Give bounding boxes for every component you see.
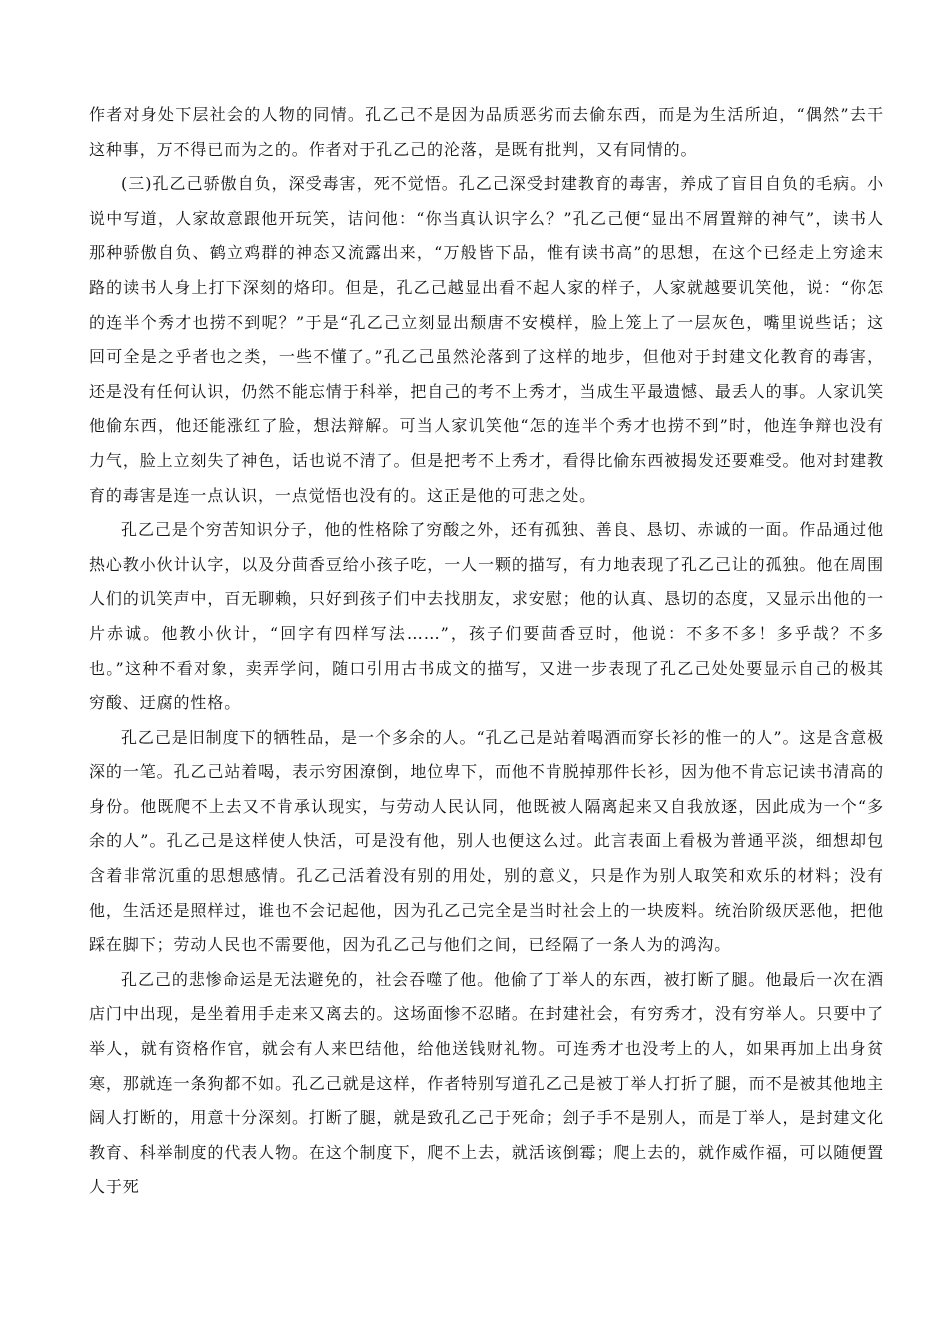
- document-body: [89, 98, 884, 1205]
- paragraph-1: 作者对身处下层社会的人物的同情。孔乙己不是因为品质恶劣而去偷东西，而是为生活所迫，“偶然”去干这种事，万不得已而为之的。作者对于孔乙己的沦落，是既有批判，又有同情的。: [89, 105, 884, 159]
- paragraph-2: (三)孔乙己骄傲自负，深受毒害，死不觉悟。孔乙己深受封建教育的毒害，养成了盲目自负的毛病。小说中写道，人家故意跟他开玩笑，诘问他：“你当真认识字么？”孔乙己便“显出不屑置辩的神气”，读书人那种骄傲自负、鹤立鸡群的神态又流露出来，“万般皆下品，惟有读书高”的思想，在这个已经走上穷途末路的读书人身上打下深刻的烙印。但是，孔乙己越显出看不起人家的样子，人家就越要讥笑他，说：“你怎的连半个秀才也捞不到呢？”于是“孔乙己立刻显出颓唐不安模样，脸上笼上了一层灰色，嘴里说些话；这回可全是之乎者也之类，一些不懂了。”孔乙己虽然沦落到了这样的地步，但他对于封建文化教育的毒害，还是没有任何认识，仍然不能忘情于科举，把自己的考不上秀才，当成生平最遗憾、最丢人的事。人家讥笑他偷东西，他还能涨红了脸，想法辩解。可当人家讥笑他“怎的连半个秀才也捞不到”时，他连争辩也没有力气，脸上立刻失了神色，话也说不清了。但是把考不上秀才，看得比偷东西被揭发还要难受。他对封建教育的毒害是连一点认识，一点觉悟也没有的。这正是他的可悲之处。: [89, 174, 884, 505]
- paragraph-4: 孔乙己是旧制度下的牺牲品，是一个多余的人。“孔乙己是站着喝酒而穿长衫的惟一的人”。这是含意极深的一笔。孔乙己站着喝，表示穷困潦倒，地位卑下，而他不肯脱掉那件长衫，因为他不肯忘记读书清高的身份。他既爬不上去又不肯承认现实，与劳动人民认同，他既被人隔离起来又自我放逐，因此成为一个“多余的人”。孔乙己是这样使人快活，可是没有他，别人也便这么过。此言表面上看极为普通平淡，细想却包含着非常沉重的思想感情。孔乙己活着没有别的用处，别的意义，只是作为别人取笑和欢乐的材料；没有他，生活还是照样过，谁也不会记起他，因为孔乙己完全是当时社会上的一块废料。统治阶级厌恶他，把他踩在脚下；劳动人民也不需要他，因为孔乙己与他们之间，已经隔了一条人为的鸿沟。: [89, 727, 884, 955]
- paragraph-5: 孔乙己的悲惨命运是无法避免的，社会吞噬了他。他偷了丁举人的东西，被打断了腿。他最后一次在酒店门中出现，是坐着用手走来又离去的。这场面惨不忍睹。在封建社会，有穷秀才，没有穷举人。只要中了举人，就有资格作官，就会有人来巴结他，给他送钱财礼物。可连秀才也没考上的人，如果再加上出身贫寒，那就连一条狗都不如。孔乙己就是这样，作者特别写道孔乙己是被丁举人打折了腿，而不是被其他地主阔人打断的，用意十分深刻。打断了腿，就是致孔乙己于死命；刽子手不是别人，而是丁举人，是封建文化教育、科举制度的代表人物。在这个制度下，爬不上去，就活该倒霉；爬上去的，就作威作福，可以随便置人于死: [89, 969, 884, 1197]
- paragraph-3: 孔乙己是个穷苦知识分子，他的性格除了穷酸之外，还有孤独、善良、恳切、赤诚的一面。作品通过他热心教小伙计认字，以及分茴香豆给小孩子吃，一人一颗的描写，有力地表现了孔乙己让的孤独。他在周围人们的讥笑声中，百无聊赖，只好到孩子们中去找朋友，求安慰；他的认真、恳切的态度，又显示出他的一片赤诚。他教小伙计，“回字有四样写法……”，孩子们要茴香豆时，他说：不多不多！多乎哉？不多也。”这种不看对象，卖弄学问，随口引用古书成文的描写，又进一步表现了孔乙己处处要显示自己的极其穷酸、迂腐的性格。: [89, 520, 884, 713]
